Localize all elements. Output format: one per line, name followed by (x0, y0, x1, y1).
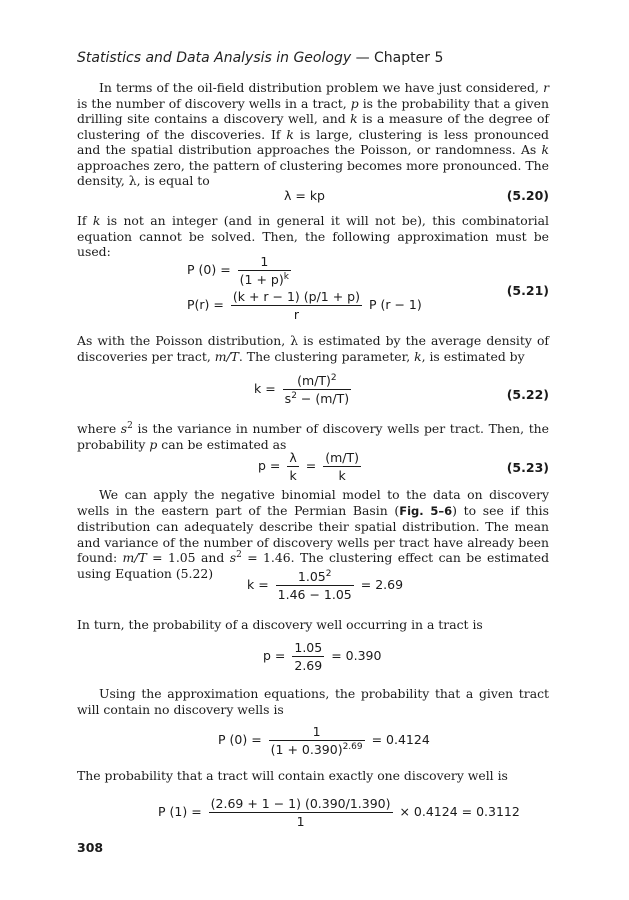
equation-number-5-23: (5.23) (506, 460, 549, 475)
paragraph-variance: where $s^2$ is the variance in number of discovery wells per tract. Then, the probability p can be estimated as (77, 421, 549, 452)
equation-5-23: p = $\frac{\lambda}{k}$ = $\frac{(m/T)}{k}$ (258, 450, 360, 483)
page-number: 308 (77, 840, 104, 855)
equation-5-22: k = $\frac{(m/T)^2}{s^2 - (m/T)}$ (254, 373, 350, 406)
chapter-label: Chapter 5 (374, 50, 444, 66)
running-header: Statistics and Data Analysis in Geology — Chapter 5 (77, 50, 444, 66)
equation-k-value: k = $\frac{1.05^2}{1.46 - 1.05}$ = 2.69 (247, 569, 404, 602)
paragraph-permian-example: We can apply the negative binomial model to the data on discovery wells in the eastern part of the Permian Basin (Fig. 5–6) to see if this distribution can adequately describe their spatial distribution. The mean and variance of the number of discovery wells per tract have already been found: m/T = 1.05 and $s^2 = 1.46$. The clustering effect can be estimated using Equation (5.22) (77, 487, 549, 581)
equation-p1: P (1) = $\frac{(2.69 + 1 - 1) (0.390/1.390)}{1}$ × 0.4124 = 0.3112 (158, 796, 520, 829)
paragraph-intro: In terms of the oil-field distribution problem we have just considered, r is the number of discovery wells in a tract, p is the probability that a given drilling site contains a discovery well, and k is a measure of the degree of clustering of the discoveries. If k is large, clustering is less pronounced and the spatial distribution approaches the Poisson, or randomness. As k approaches zero, the pattern of clustering becomes more pronounced. The density, λ, is equal to (77, 80, 549, 188)
figure-reference: Fig. 5–6 (399, 503, 453, 518)
equation-p-value: p = $\frac{1.05}{2.69}$ = 0.390 (263, 640, 382, 673)
equation-number-5-22: (5.22) (506, 387, 549, 402)
equation-p0: P (0) = $\frac{1}{(1 + 0.390)^{2.69}}$ = 0.4124 (218, 724, 430, 757)
equation-5-21-line2: P(r) = $\frac{(k + r - 1) (p/1 + p)}{r}$ P (r − 1) (187, 289, 422, 322)
equation-number-5-21: (5.21) (506, 283, 549, 298)
paragraph-clustering: As with the Poisson distribution, λ is estimated by the average density of discoveries per tract, m/T. The clustering parameter, k, is estimated by (77, 333, 549, 364)
paragraph-no-discovery: Using the approximation equations, the probability that a given tract will contain no discovery wells is (77, 686, 549, 717)
equation-number-5-20: (5.20) (506, 188, 549, 203)
book-title: Statistics and Data Analysis in Geology (77, 50, 352, 66)
paragraph-one-discovery: The probability that a tract will contain exactly one discovery well is (77, 768, 508, 783)
equation-5-21-line1: P (0) = $\frac{1}{(1 + p)^k}$ (187, 254, 289, 287)
equation-5-20: λ = kp (284, 188, 325, 203)
paragraph-probability: In turn, the probability of a discovery well occurring in a tract is (77, 617, 483, 632)
paragraph-approximation: If k is not an integer (and in general it will not be), this combinatorial equation cannot be solved. Then, the following approximation must be used: (77, 213, 549, 259)
